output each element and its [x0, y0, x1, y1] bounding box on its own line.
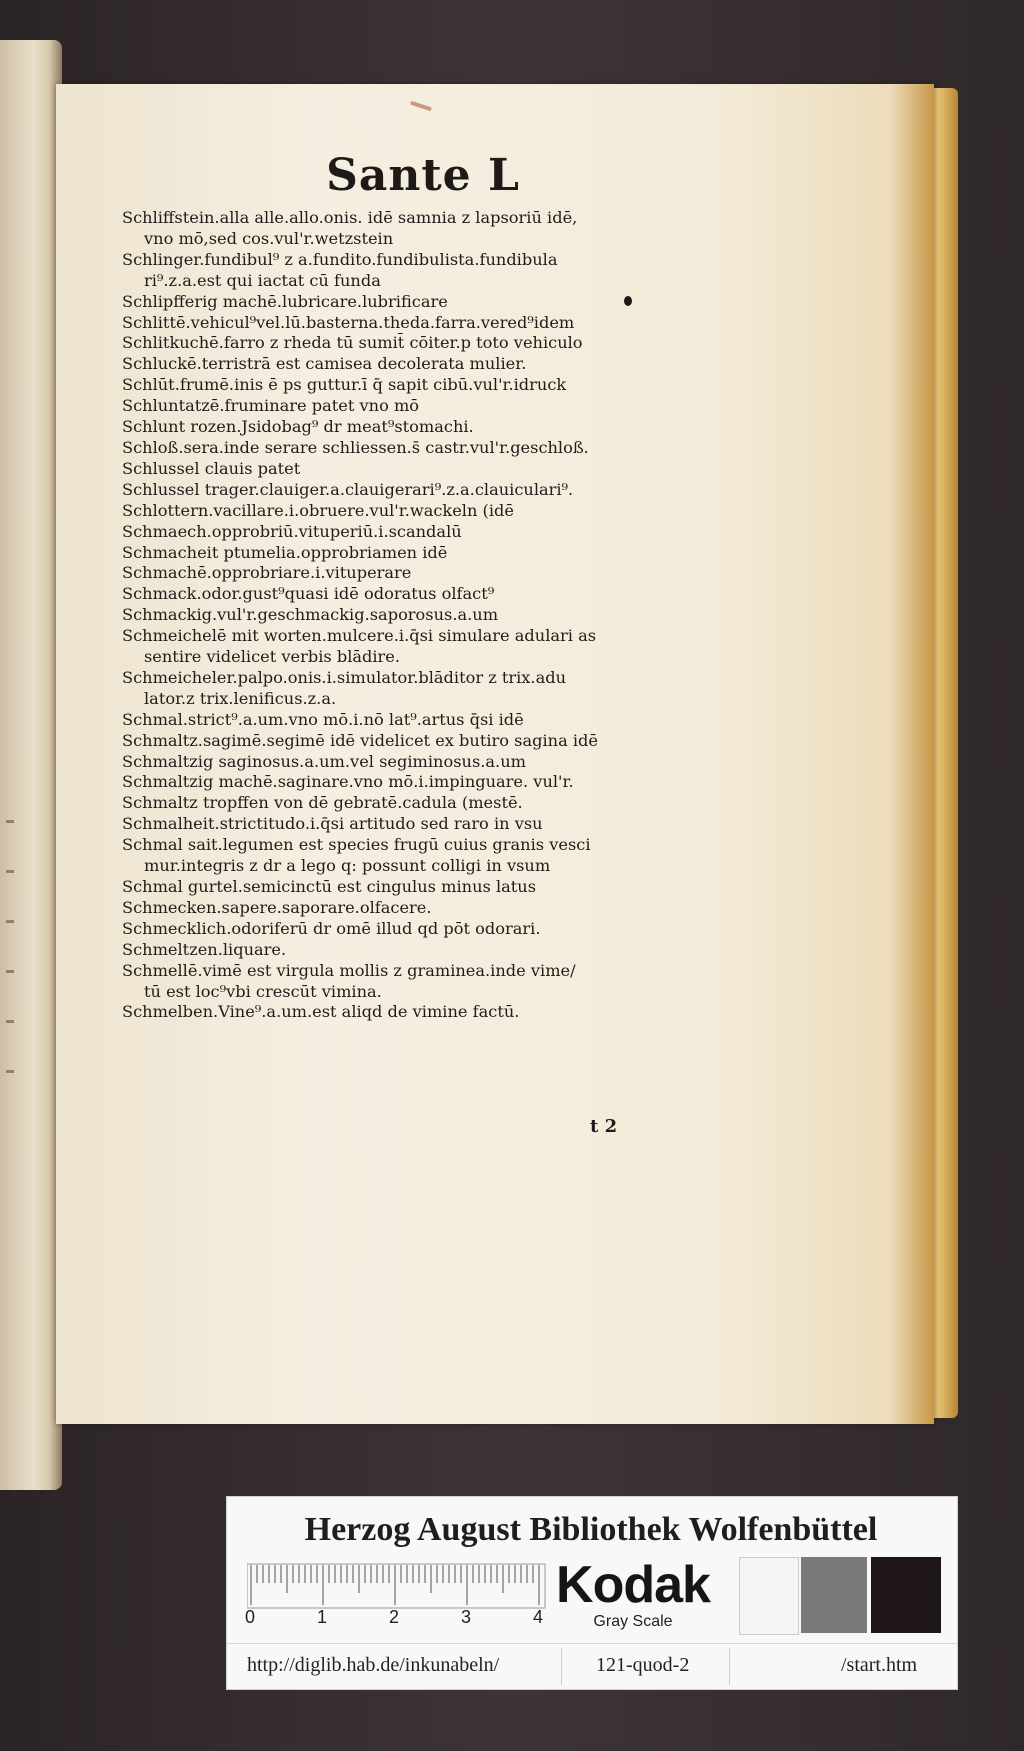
page-mark: [6, 870, 14, 873]
text-line: Schmellē.vimē est virgula mollis z graminea.inde vime/: [122, 960, 576, 980]
ruler-label: 4: [533, 1607, 544, 1627]
ruler-label: 2: [389, 1607, 400, 1627]
text-line: Schmackig.vul'r.geschmackig.saporosus.a.um: [122, 605, 499, 625]
url-row: [227, 1643, 957, 1688]
text-line: Schlottern.vacillare.i.obruere.vul'r.wackeln (idē: [122, 500, 514, 520]
text-line: Schmeltzen.liquare.: [122, 939, 287, 959]
text-line: ri⁹.z.a.est qui iactat cū funda: [144, 270, 381, 290]
page-mark: [6, 1070, 14, 1073]
gray-swatch: [801, 1557, 867, 1633]
text-line: Schluckē.terristrā est camisea decolerata mulier.: [122, 354, 527, 374]
text-line: Schmack.odor.gust⁹quasi idē odoratus olfact⁹: [122, 584, 495, 604]
text-block: [122, 208, 722, 1023]
url-base: http://diglib.hab.de/inkunabeln/: [247, 1654, 500, 1676]
text-line: Schluntatzē.fruminare patet vno mō: [122, 396, 420, 416]
text-line: Schlittē.vehicul⁹vel.lū.basterna.theda.farra.vered⁹idem: [122, 312, 575, 332]
text-line: Schmelben.Vine⁹.a.um.est aliqd de vimine factū.: [122, 1002, 520, 1022]
text-line: Schlitkuchē.farro z rheda tū sumit̄ cōiter.p toto vehiculo: [122, 333, 583, 353]
text-line: Schliffstein.alla alle.allo.onis. idē samnia z lapsoriū idē,: [122, 208, 578, 227]
gray-scale-label: Gray Scale: [593, 1613, 673, 1630]
text-line: Schlūt.frumē.inis ē ps guttur.ī q̄ sapit cibū.vul'r.idruck: [122, 375, 567, 395]
page-mark: [6, 920, 14, 923]
text-line: Schmaltzig saginosus.a.um.vel segiminosus.a.um: [122, 751, 526, 771]
text-line: Schmacheit ptumelia.opprobriamen idē: [122, 542, 448, 562]
text-line: Schmaltz tropffen von dē gebratē.cadula (mestē.: [122, 793, 523, 813]
text-line: sentire videlicet verbis blādire.: [144, 647, 401, 667]
ruler-label: 1: [317, 1607, 328, 1627]
signature-mark: t 2: [590, 1116, 618, 1137]
ruler: [247, 1563, 547, 1609]
text-line: Schmal.strict⁹.a.um.vno mō.i.nō lat⁹.artus q̄si idē: [122, 709, 524, 729]
kodak-logo: Kodak: [556, 1556, 710, 1614]
text-line: Schlinger.fundibul⁹ z a.fundito.fundibulista.fundibula: [122, 249, 558, 269]
color-target-card: [226, 1496, 958, 1690]
text-line: Schmalheit.strictitudo.i.q̄si artitudo sed raro in vsu: [122, 814, 543, 834]
page-mark: [6, 820, 14, 823]
text-line: lator.z trix.lenificus.z.a.: [144, 688, 337, 708]
text-line: Schmal sait.legumen est species frugū cuius granis vesci: [122, 835, 591, 855]
text-line: Schlunt rozen.Jsidobag⁹ dr meat⁹stomachi.: [122, 417, 474, 437]
text-line: Schmaltz.sagimē.segimē idē videlicet ex butiro sagina idē: [122, 730, 598, 750]
ruler-label: 3: [461, 1607, 472, 1627]
url-suffix: /start.htm: [841, 1654, 918, 1676]
text-line: Schmachē.opprobriare.i.vituperare: [122, 563, 412, 583]
page-mark: [6, 1020, 14, 1023]
text-line: Schlussel clauis patet: [122, 458, 301, 478]
text-line: Schmeicheler.palpo.onis.i.simulator.blāditor z trix.adu: [122, 667, 567, 687]
text-line: Schlussel trager.clauiger.a.clauigerari⁹.z.a.clauiculari⁹.: [122, 479, 574, 499]
text-line: tū est loc⁹vbi crescūt vimina.: [144, 981, 382, 1001]
url-id: 121-quod-2: [561, 1648, 730, 1685]
page-mark: [6, 970, 14, 973]
text-line: Schlipfferig machē.lubricare.lubrificare: [122, 291, 448, 311]
text-line: Schloß.sera.inde serare schliessen.s̄ castr.vul'r.geschloß.: [122, 437, 589, 457]
ruler-label: 0: [245, 1607, 256, 1627]
white-swatch: [739, 1557, 799, 1635]
text-line: Schmecken.sapere.saporare.olfacere.: [122, 897, 432, 917]
library-title: Herzog August Bibliothek Wolfenbüttel: [304, 1511, 878, 1548]
text-line: vno mō,sed cos.vul'r.wetzstein: [144, 228, 394, 248]
ruler-labels: [247, 1607, 547, 1629]
text-line: Schmaech.opprobriū.vituperiū.i.scandalū: [122, 521, 462, 541]
black-swatch: [871, 1557, 941, 1633]
page-header: Sante L: [326, 150, 520, 201]
text-line: Schmal gurtel.semicinctū est cingulus minus latus: [122, 877, 537, 896]
facing-page-edge: [0, 40, 62, 1490]
text-line: mur.integris z dr a lego q: possunt colligi in vsum: [144, 856, 551, 876]
text-line: Schmeichelē mit worten.mulcere.i.q̄si simulare adulari as: [122, 626, 597, 646]
text-line: Schmaltzig machē.saginare.vno mō.i.impinguare. vul'r.: [122, 772, 574, 792]
text-line: Schmecklich.odoriferū dr omē illud qd pōt odorari.: [122, 918, 541, 938]
